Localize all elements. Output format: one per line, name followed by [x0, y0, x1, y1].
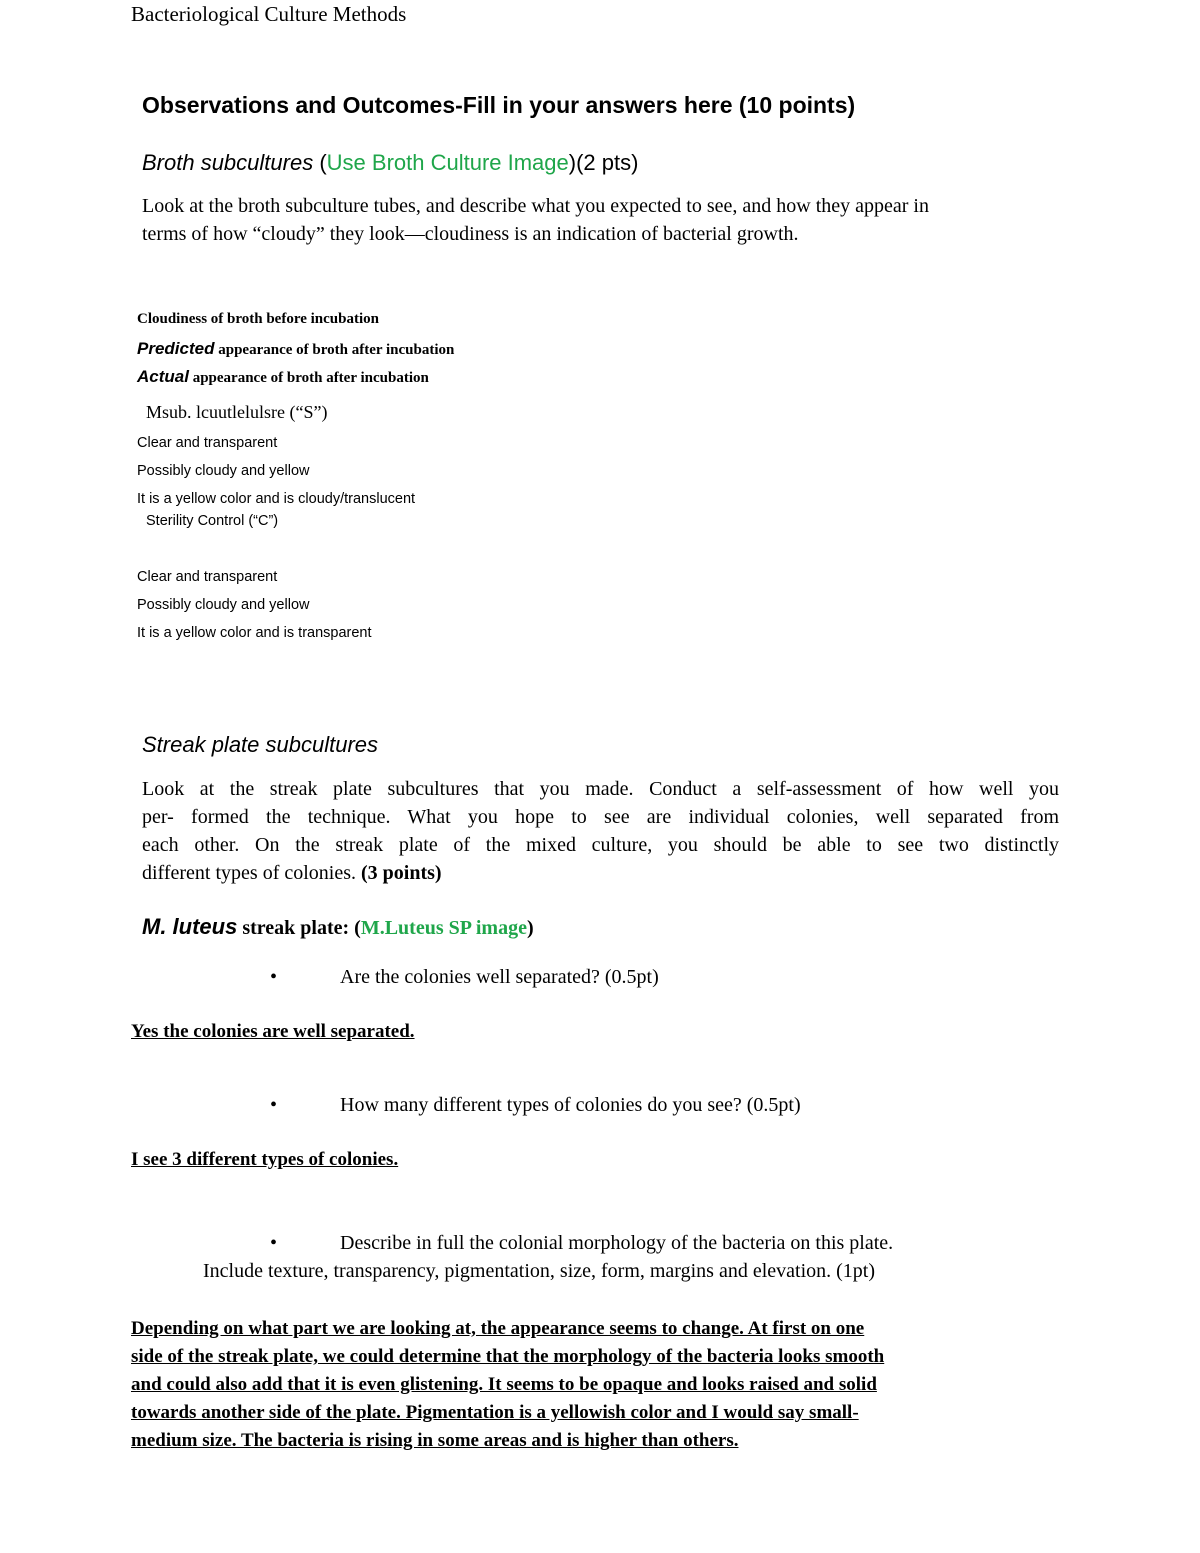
sample-value-predicted: Possibly cloudy and yellow	[137, 463, 310, 479]
mluteus-species: M. luteus	[142, 914, 238, 939]
mluteus-rest: streak plate: (	[237, 917, 361, 939]
actual-rest: appearance of broth after incubation	[188, 370, 429, 386]
streak-desc-line: each other. On the streak plate of the mixed culture, you should be able to see two distinctly	[142, 834, 1059, 856]
broth-description	[142, 192, 929, 248]
broth-image-link[interactable]: Use Broth Culture Image	[326, 150, 569, 175]
sample-value-actual: It is a yellow color and is cloudy/translucent	[137, 491, 416, 507]
question-separated: Are the colonies well separated? (0.5pt)	[340, 966, 659, 988]
answer-morphology-line: towards another side of the plate. Pigmentation is a yellowish color and I would say small-	[131, 1402, 859, 1423]
mluteus-heading	[142, 914, 534, 940]
broth-close-paren: )	[568, 150, 577, 175]
streak-desc-line	[142, 859, 1059, 887]
question-morphology-line1: Describe in full the colonial morphology of the bacteria on this plate.	[340, 1232, 894, 1254]
question-morphology-line2: Include texture, transparency, pigmentation, size, form, margins and elevation. (1pt)	[203, 1260, 876, 1282]
bullet-icon: •	[270, 966, 278, 988]
broth-desc-line: Look at the broth subculture tubes, and describe what you expected to see, and how they appear in	[142, 195, 929, 217]
row-label-predicted	[137, 339, 454, 359]
broth-heading	[142, 150, 638, 176]
section-title: Observations and Outcomes-Fill in your answers here (10 points)	[142, 92, 856, 118]
mluteus-close: )	[526, 917, 534, 939]
broth-heading-text: Broth subcultures	[142, 150, 314, 175]
predicted-emphasis: Predicted	[137, 339, 215, 358]
predicted-rest: appearance of broth after incubation	[214, 342, 455, 358]
answer-morphology	[131, 1315, 884, 1455]
answer-morphology-line: medium size. The bacteria is rising in some areas and is higher than others.	[131, 1430, 739, 1451]
control-value-before: Clear and transparent	[137, 569, 278, 585]
answer-morphology-line: Depending on what part we are looking at, the appearance seems to change. At first on one	[131, 1318, 865, 1339]
sample-label: Msub. lcuutlelulsre (“S”)	[146, 402, 328, 422]
broth-desc-line: terms of how “cloudy” they look—cloudiness is an indication of bacterial growth.	[142, 223, 799, 245]
bullet-icon: •	[270, 1094, 278, 1116]
streak-description	[142, 775, 1059, 887]
control-value-predicted: Possibly cloudy and yellow	[137, 597, 310, 613]
streak-points: (3 points)	[361, 862, 442, 884]
answer-morphology-line: side of the streak plate, we could determine that the morphology of the bacteria looks smooth	[131, 1346, 885, 1367]
streak-desc-line: per- formed the technique. What you hope to see are individual colonies, well separated from	[142, 806, 1059, 828]
answer-colony-types: I see 3 different types of colonies.	[131, 1149, 399, 1170]
question-colony-types: How many different types of colonies do you see? (0.5pt)	[340, 1094, 801, 1116]
mluteus-image-link[interactable]: M.Luteus SP image	[360, 917, 527, 939]
broth-open-paren: (	[319, 150, 327, 175]
answer-morphology-line: and could also add that it is even glistening. It seems to be opaque and looks raised and solid	[131, 1374, 877, 1395]
page-header: Bacteriological Culture Methods	[131, 2, 407, 26]
actual-emphasis: Actual	[137, 367, 189, 386]
broth-points: (2 pts)	[576, 150, 639, 175]
row-label-actual	[137, 367, 429, 387]
sample-value-before: Clear and transparent	[137, 435, 278, 451]
streak-heading: Streak plate subcultures	[142, 732, 379, 757]
control-label: Sterility Control (“C”)	[146, 513, 279, 529]
row-label-before: Cloudiness of broth before incubation	[137, 311, 379, 327]
bullet-icon: •	[270, 1232, 278, 1254]
control-value-actual: It is a yellow color and is transparent	[137, 625, 372, 641]
answer-separated: Yes the colonies are well separated.	[131, 1021, 415, 1042]
streak-desc-last: different types of colonies.	[142, 862, 362, 884]
streak-desc-line: Look at the streak plate subcultures that you made. Conduct a self-assessment of how well you	[142, 778, 1059, 800]
